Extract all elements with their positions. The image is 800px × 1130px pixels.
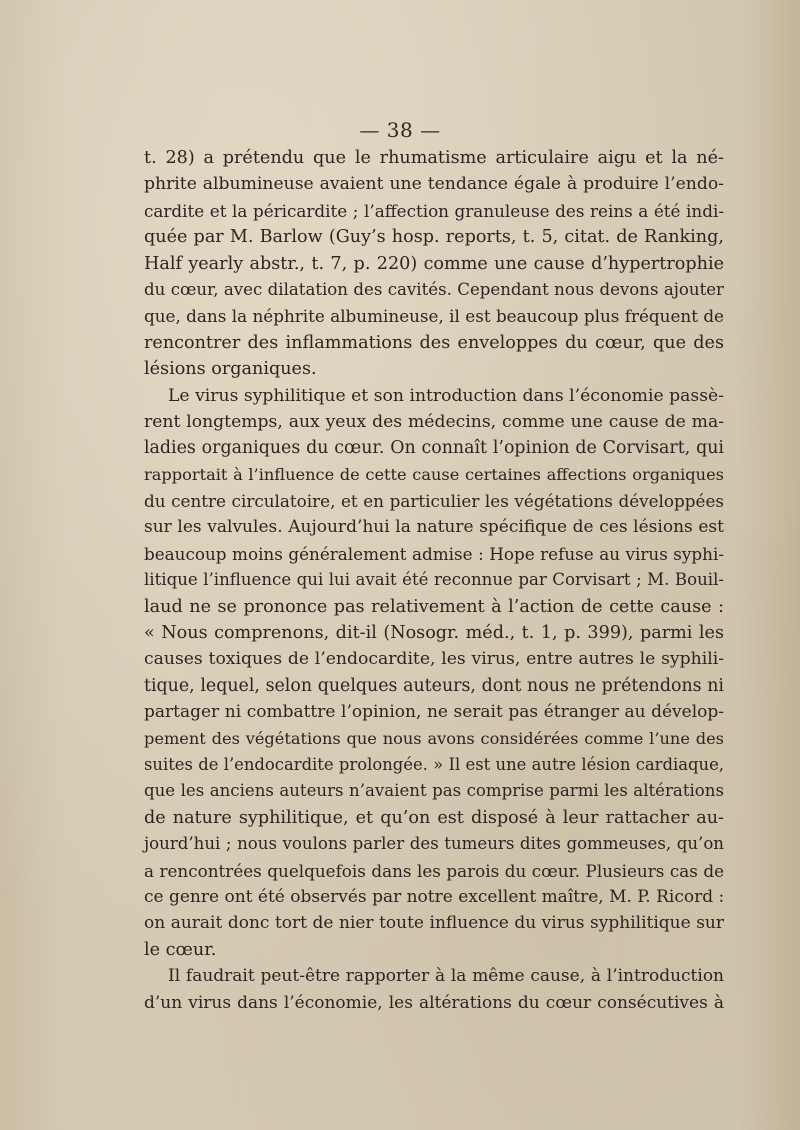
text-line: du centre circulatoire, et en particulier les végétations développées	[144, 491, 724, 512]
text-line: jourd’hui ; nous voulons parler des tumeurs dites gommeuses, qu’on	[144, 834, 724, 854]
page-number: — 38 —	[359, 118, 441, 142]
text-line: ladies organiques du cœur. On connaît l’opinion de Corvisart, qui	[144, 438, 724, 459]
text-line: sur les valvules. Aujourd’hui la nature spécifique de ces lésions est	[144, 517, 724, 538]
text-line: rapportait à l’influence de cette cause certaines affections organiques	[144, 464, 724, 484]
text-line: litique l’influence qui lui avait été reconnue par Corvisart ; M. Bouil-	[144, 570, 724, 590]
text-line: quée par M. Barlow (Guy’s hosp. reports, t. 5, citat. de Ranking,	[144, 227, 724, 248]
text-line: a rencontrées quelquefois dans les parois du cœur. Plusieurs cas de	[144, 860, 724, 881]
text-line: suites de l’endocardite prolongée. » Il est une autre lésion cardiaque,	[144, 754, 724, 774]
body-text	[144, 145, 724, 1016]
text-line: rencontrer des inflammations des enveloppes du cœur, que des	[144, 332, 724, 353]
text-line: que les anciens auteurs n’avaient pas comprise parmi les altérations	[144, 781, 724, 801]
text-line: causes toxiques de l’endocardite, les virus, entre autres le syphili-	[144, 649, 724, 670]
text-line: beaucoup moins généralement admise : Hope refuse au virus syphi-	[144, 543, 724, 564]
text-line: d’un virus dans l’économie, les altérations du cœur consécutives à	[144, 992, 724, 1013]
text-line: « Nous comprenons, dit-il (Nosogr. méd., t. 1, p. 399), parmi les	[144, 623, 724, 644]
text-line: Le virus syphilitique et son introduction dans l’économie passè-	[168, 385, 724, 406]
text-line: t. 28) a prétendu que le rhumatisme articulaire aigu et la né-	[144, 148, 724, 168]
text-line: du cœur, avec dilatation des cavités. Cependant nous devons ajouter	[144, 279, 724, 299]
text-line: partager ni combattre l’opinion, ne serait pas étranger au dévelop-	[144, 702, 724, 723]
text-line: de nature syphilitique, et qu’on est disposé à leur rattacher au-	[144, 807, 724, 828]
text-line: rent longtemps, aux yeux des médecins, comme une cause de ma-	[144, 411, 724, 432]
text-line: le cœur.	[144, 939, 217, 960]
text-line: phrite albumineuse avaient une tendance égale à produire l’endo-	[144, 174, 724, 195]
text-line: laud ne se prononce pas relativement à l’action de cette cause :	[144, 596, 724, 617]
text-line: Half yearly abstr., t. 7, p. 220) comme une cause d’hypertrophie	[144, 253, 724, 274]
text-line: on aurait donc tort de nier toute influence du virus syphilitique sur	[144, 913, 724, 934]
text-line: pement des végétations que nous avons considérées comme l’une des	[144, 728, 724, 748]
text-line: tique, lequel, selon quelques auteurs, dont nous ne prétendons ni	[144, 675, 724, 696]
text-line: cardite et la péricardite ; l’affection granuleuse des reins a été indi-	[144, 200, 724, 221]
text-line: ce genre ont été observés par notre excellent maître, M. P. Ricord :	[144, 886, 725, 907]
text-line: lésions organiques.	[144, 359, 317, 380]
text-line: Il faudrait peut-être rapporter à la même cause, à l’introduction	[168, 966, 724, 987]
text-line: que, dans la néphrite albumineuse, il est beaucoup plus fréquent de	[144, 306, 724, 327]
